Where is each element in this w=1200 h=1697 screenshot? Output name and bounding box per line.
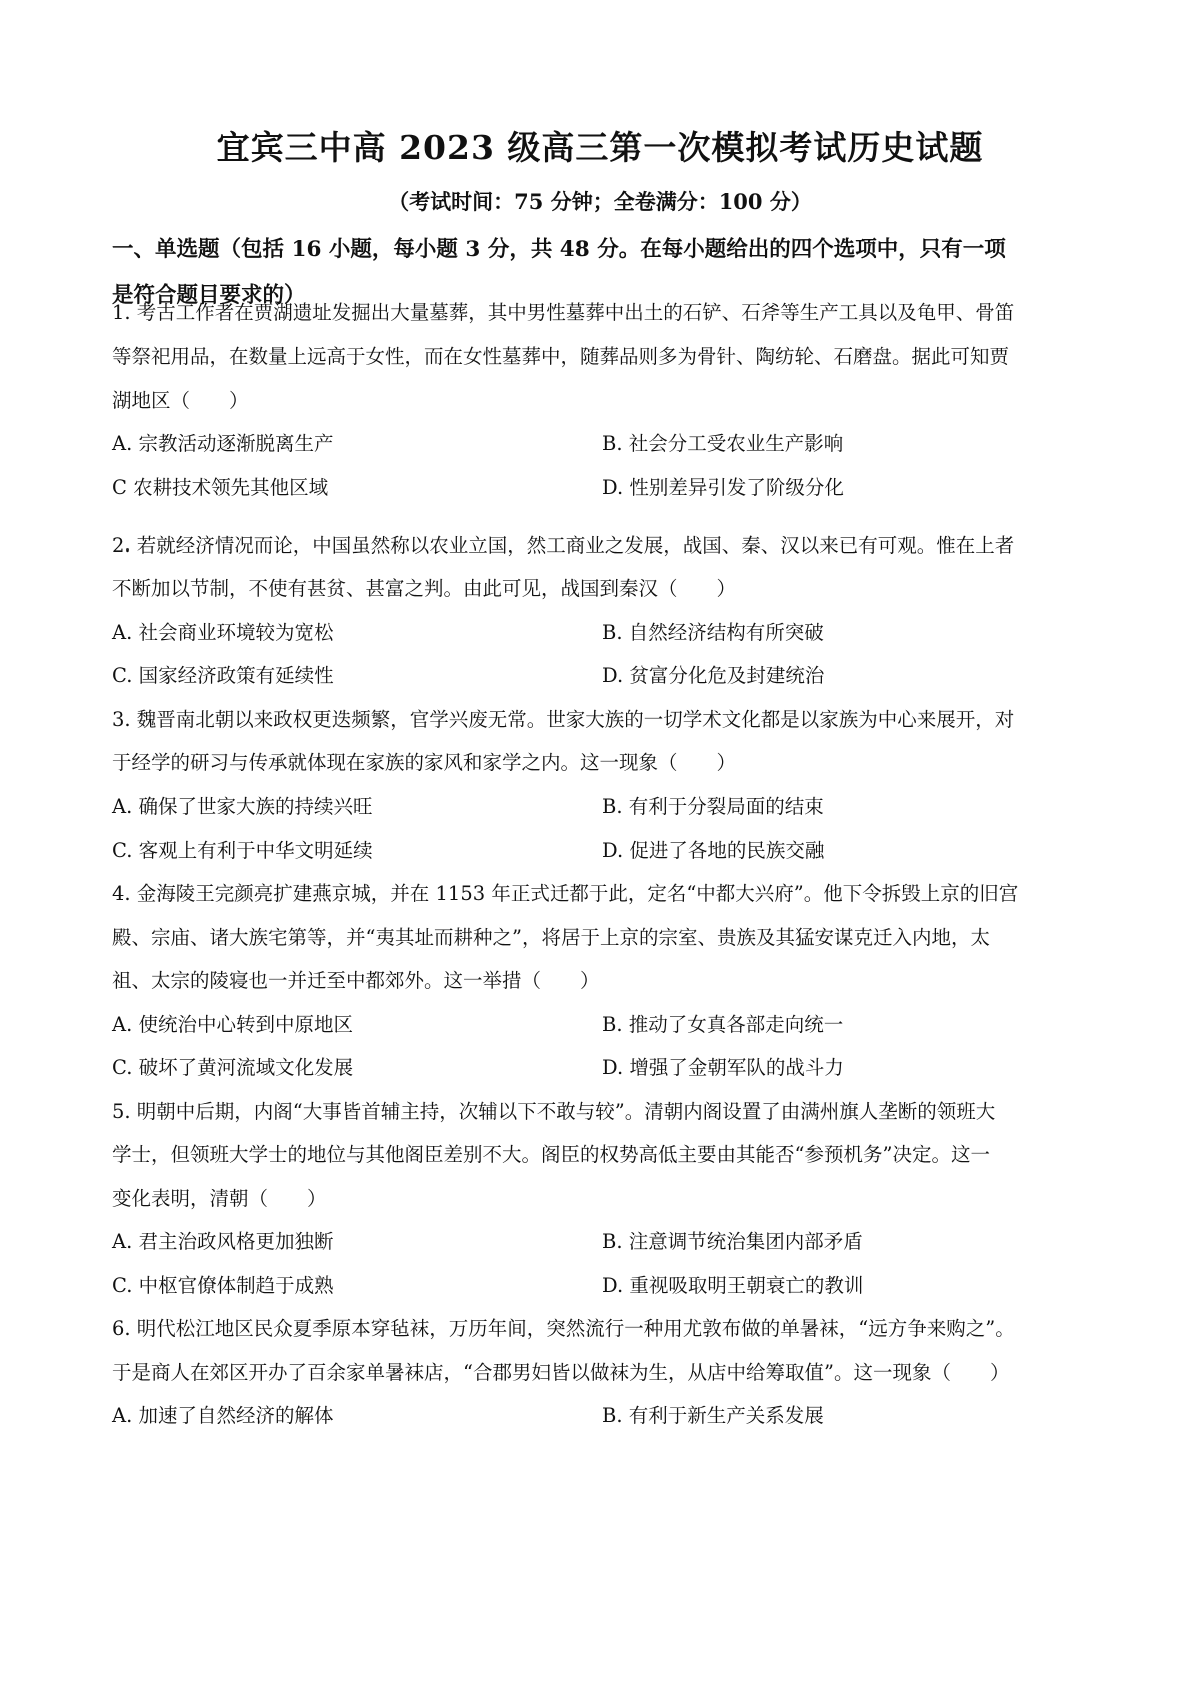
question-2-line: 不断加以节制，不使有甚贫、甚富之判。由此可见，战国到秦汉（ ） <box>112 577 737 600</box>
question-1-line: 湖地区（ ） <box>112 389 249 412</box>
question-3-option-a: A. 确保了世家大族的持续兴旺 <box>112 795 373 818</box>
question-2-option-d: D. 贫富分化危及封建统治 <box>602 664 825 687</box>
question-4-option-b: B. 推动了女真各部走向统一 <box>602 1013 844 1036</box>
question-1-option-c: C 农耕技术领先其他区域 <box>112 476 329 499</box>
question-3-option-d: D. 促进了各地的民族交融 <box>602 839 825 862</box>
question-2-option-c: C. 国家经济政策有延续性 <box>112 664 334 687</box>
question-4-option-c: C. 破坏了黄河流域文化发展 <box>112 1056 354 1079</box>
question-5-line: 5. 明朝中后期，内阁“大事皆首辅主持，次辅以下不敢与较”。清朝内阁设置了由满州旗人垄断的领班大 <box>112 1100 996 1123</box>
section-heading-line: 一、单选题（包括 16 小题，每小题 3 分，共 48 分。在每小题给出的四个选项中，只有一项 <box>112 237 1006 262</box>
question-5-option-b: B. 注意调节统治集团内部矛盾 <box>602 1230 863 1253</box>
question-1-line: 等祭祀用品，在数量上远高于女性，而在女性墓葬中，随葬品则多为骨针、陶纺轮、石磨盘。据此可知贾 <box>112 345 1010 368</box>
question-5-line: 变化表明，清朝（ ） <box>112 1187 327 1210</box>
question-4-line: 殿、宗庙、诸大族宅第等，并“夷其址而耕种之”，将居于上京的宗室、贵族及其猛安谋克迁入内地，太 <box>112 926 990 949</box>
question-2-line: 2. 若就经济情况而论，中国虽然称以农业立国，然工商业之发展，战国、秦、汉以来已有可观。惟在上者 <box>112 534 1015 557</box>
question-1-option-a: A. 宗教活动逐渐脱离生产 <box>112 432 334 455</box>
question-2-option-a: A. 社会商业环境较为宽松 <box>112 621 334 644</box>
question-6-option-a: A. 加速了自然经济的解体 <box>112 1404 334 1427</box>
question-5-option-d: D. 重视吸取明王朝衰亡的教训 <box>602 1274 864 1297</box>
question-2-option-b: B. 自然经济结构有所突破 <box>602 621 824 644</box>
question-4-option-d: D. 增强了金朝军队的战斗力 <box>602 1056 844 1079</box>
question-5-line: 学士，但领班大学士的地位与其他阁臣差别不大。阁臣的权势高低主要由其能否“参预机务”决定。这一 <box>112 1143 990 1166</box>
question-5-option-c: C. 中枢官僚体制趋于成熟 <box>112 1274 334 1297</box>
question-6-line: 于是商人在郊区开办了百余家单暑袜店，“合郡男妇皆以做袜为生，从店中给筹取值”。这一现象（ ） <box>112 1361 1010 1384</box>
question-4-line: 祖、太宗的陵寝也一并迁至中都郊外。这一举措（ ） <box>112 969 600 992</box>
section-heading-line: 是符合题目要求的） <box>112 283 306 308</box>
question-3-line: 3. 魏晋南北朝以来政权更迭频繁，官学兴废无常。世家大族的一切学术文化都是以家族为中心来展开，对 <box>112 708 1015 731</box>
question-1-option-b: B. 社会分工受农业生产影响 <box>602 432 844 455</box>
question-3-option-c: C. 客观上有利于中华文明延续 <box>112 839 373 862</box>
question-3-option-b: B. 有利于分裂局面的结束 <box>602 795 824 818</box>
question-3-line: 于经学的研习与传承就体现在家族的家风和家学之内。这一现象（ ） <box>112 751 737 774</box>
question-4-option-a: A. 使统治中心转到中原地区 <box>112 1013 353 1036</box>
question-6-line: 6. 明代松江地区民众夏季原本穿毡袜，万历年间，突然流行一种用尤敦布做的单暑袜，“远方争来购之”。 <box>112 1317 1015 1340</box>
question-4-line: 4. 金海陵王完颜亮扩建燕京城，并在 1153 年正式迁都于此，定名“中都大兴府”。他下令拆毁上京的旧宫 <box>112 882 1019 905</box>
question-1-line: 1. 考古工作者在贾湖遗址发掘出大量墓葬，其中男性墓葬中出土的石铲、石斧等生产工具以及龟甲、骨笛 <box>112 301 1015 324</box>
question-6-option-b: B. 有利于新生产关系发展 <box>602 1404 824 1427</box>
exam-info: （考试时间：75 分钟；全卷满分：100 分） <box>388 189 812 214</box>
page-title: 宜宾三中高 2023 级高三第一次模拟考试历史试题 <box>216 128 984 167</box>
question-1-option-d: D. 性别差异引发了阶级分化 <box>602 476 844 499</box>
question-5-option-a: A. 君主治政风格更加独断 <box>112 1230 334 1253</box>
